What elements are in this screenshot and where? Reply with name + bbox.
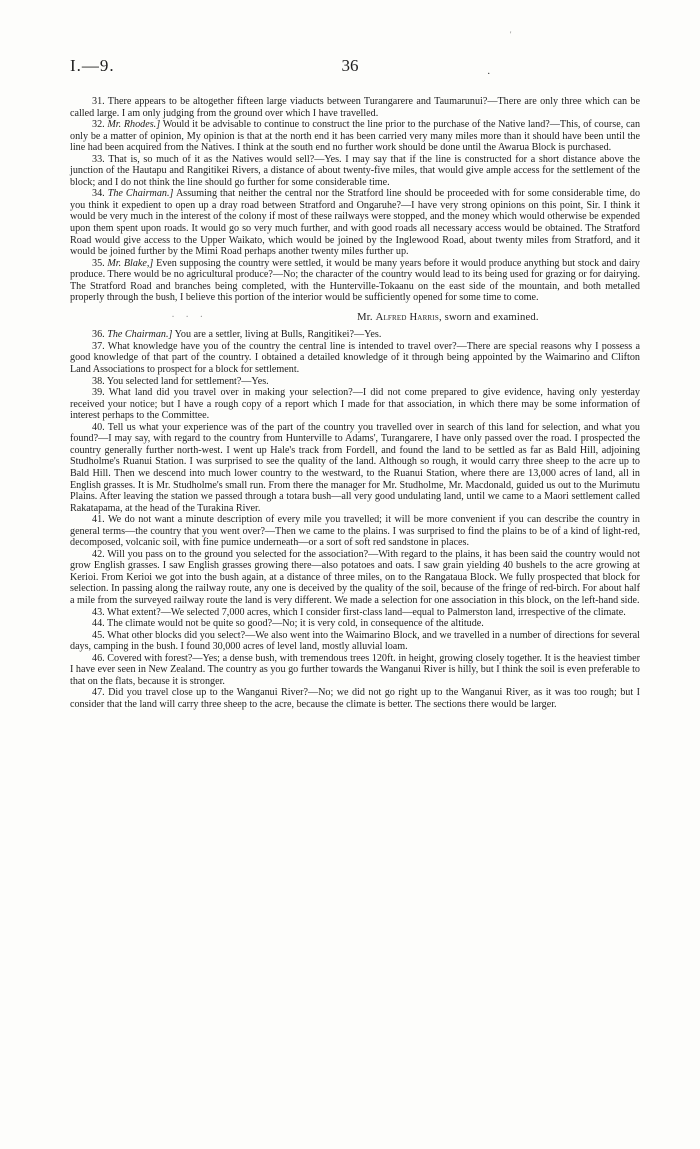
document-body — [70, 96, 640, 710]
question-number: 37. — [92, 340, 105, 352]
question-text: The climate would not be quite so good?—No; it is very cold, in consequence of the altitude. — [107, 618, 484, 630]
section-reference: I.—9. — [70, 56, 115, 75]
question-paragraph — [70, 653, 640, 688]
question-text: Assuming that neither the central nor the Stratford line should be proceeded with for some considerable time, do you think it expedient to open up a dray road between Stratford and Ongaruhe?—I have very strong opinions on this point, Sir. I think it would be very much in the interest of the colony if most of these railways were stopped, and the money which would otherwise be expended upon them spent upon roads. It would go so very much further, and with good roads all necessary access would be obtained. The Stratford Road would give access to the Upper Waikato, which would be joined by the Inglewood Road, about twenty miles from Stratford, and it would be joined further by the Mimi Road perhaps another twenty miles further up. — [70, 188, 641, 258]
question-number: 41. — [92, 514, 105, 526]
question-number: 40. — [92, 421, 105, 433]
question-paragraph — [70, 96, 640, 119]
question-paragraph — [70, 549, 640, 607]
question-paragraph — [70, 376, 640, 388]
witness-heading — [70, 312, 640, 324]
question-text: What knowledge have you of the country the central line is intended to travel over?—There are special reasons why I possess a good knowledge of that part of the country. I obtained a detailed knowledge of it through being appointed by the Waimarino and Clifton Land Associations to prospect for a block for settlement. — [70, 340, 640, 376]
question-text: Did you travel close up to the Wanganui River?—No; we did not go right up to the Wanganui River, as it was too rough; but I consider that the land will carry three sheep to the acre, because the climate is better. The sections there would be larger. — [70, 687, 641, 710]
question-paragraph — [70, 188, 640, 257]
speaker-name: The Chairman.] — [107, 188, 174, 200]
question-paragraph — [70, 630, 640, 653]
question-number: 47. — [92, 687, 105, 699]
heading-dots: · · · — [171, 311, 208, 323]
question-number: 44. — [92, 618, 105, 630]
question-number: 46. — [92, 652, 105, 664]
question-number: 38. — [92, 375, 105, 387]
question-text: That is, so much of it as the Natives would sell?—Yes. I may say that if the line is constructed for a short distance above the junction of the Hautapu and Rangitikei Rivers, a distance of about twenty-five miles, that would give ample access for the settlement of the block; and I do not think the line should go further for some considerable time. — [70, 153, 640, 188]
question-text: You selected land for settlement?—Yes. — [106, 375, 269, 387]
speaker-name: Mr. Blake,] — [107, 257, 154, 269]
question-paragraph — [70, 329, 640, 341]
questions-group-a — [70, 96, 640, 304]
question-paragraph — [70, 607, 640, 619]
question-text: Even supposing the country were settled, it would be many years before it would produce anything but stock and dairy produce. There would be no agricultural produce?—No; the character of the country would lead to its being used for grazing or for dairying. The Stratford Road and branches being completed, with the Hunterville-Tokaanu on the east side of the mountain, and both metalled properly through the bush, I believe this portion of the interior would be sufficiently opened for some time to come. — [70, 257, 640, 304]
page-number: 36 — [341, 56, 359, 75]
question-text: There appears to be altogether fifteen large viaducts between Turangarere and Taumarunui?—There are only three which can be called large. I am only judging from the ground over which I have travelled. — [70, 96, 640, 119]
question-text: What land did you travel over in making your selection?—I did not come prepared to give evidence, having only yesterday received your notice; but I have a rough copy of a report which I made for that association, in which there may be some information of interest perhaps to the Committee. — [70, 387, 640, 422]
witness-suffix: , sworn and examined. — [438, 311, 539, 323]
question-number: 43. — [92, 606, 105, 618]
question-number: 34. — [92, 188, 105, 200]
question-paragraph — [70, 618, 640, 630]
witness-prefix: Mr. — [357, 311, 373, 323]
page-header — [70, 56, 630, 80]
question-text: Would it be advisable to continue to construct the line prior to the purchase of the Native land?—This, of course, can only be a matter of opinion, My opinion is that at the north end it has been carried very many miles more than it should have been until the line had been acquired from the Natives. I think at the south end no further work should be done until the Awarua Block is purchased. — [70, 119, 641, 154]
question-paragraph — [70, 387, 640, 422]
question-paragraph — [70, 514, 640, 549]
question-number: 31. — [92, 96, 105, 107]
question-paragraph — [70, 687, 640, 710]
question-text: What extent?—We selected 7,000 acres, which I consider first-class land—equal to Palmerston land, irrespective of the climate. — [107, 606, 626, 618]
question-number: 42. — [92, 548, 105, 560]
header-mark: . — [487, 66, 490, 77]
question-number: 32. — [92, 119, 105, 131]
question-paragraph — [70, 258, 640, 304]
question-text: Covered with forest?—Yes; a dense bush, with tremendous trees 120ft. in height, growing closely together. It is the heaviest timber I have ever seen in New Zealand. The country as you go further towards the Wanganui River is hilly, but I think the soil is even preferable to that on the flats, because it is stronger. — [70, 652, 640, 687]
question-text: We do not want a minute description of every mile you travelled; it will be more convenient if you can describe the country in general terms—the country that you went over?—Then we came to the plains. I was surprised to find the plains to be of a kind of light-red, decomposed, volcanic soil, with fine pumice underneath—or a sort of soft red sandstone in places. — [70, 514, 640, 549]
speaker-name: The Chairman.] — [107, 329, 173, 341]
questions-group-b — [70, 329, 640, 710]
witness-name: Alfred Harris — [375, 311, 439, 323]
question-text: Will you pass on to the ground you selected for the association?—With regard to the plains, it has been said the country would not grow English grasses. I saw English grasses growing there—also potatoes and oats. I saw grain yielding 40 bushels to the acre growing at Kerioi. From Kerioi we got into the bush again, at a distance of three miles, on to the Rangataua Block. We fully prospected that block for selection. In passing along the railway route, any one is deceived by the quality of the soil, because of the fringe of red-birch. For about half a mile from the surveyed railway route the land is very different. We made a selection for one association in this block, on the left-hand side. — [70, 548, 640, 606]
corner-mark: ' — [510, 30, 512, 39]
question-text: Tell us what your experience was of the part of the country you travelled over in search of this land for selection, and what you found?—I may say, with regard to the country from Hunterville to Adams', Turangarere, I have only passed over the road. I prospected the country generally further north-west. I went up Hale's track from Fordell, and found the land to be settled as far as Bald Hill, adjoining Studholme's Ruanui Station. I was surprised to see the quality of the land. Although so rough, it would carry three sheep to the acre up to Bald Hill. Then we descend into much lower country to the westward, to the Ruanui Station, where there are 13,000 acres of land, all in English grasses. It is Mr. Studholme's small run. From there the manager for Mr. Studholme, Mr. Macdonald, guided us out to the Murimutu Plains. After leaving the station we passed through a totara bush—all very good undulating land, until we came to a Maori settlement called Rakatapama, at the head of the Turakina River. — [70, 421, 640, 514]
question-number: 33. — [92, 153, 105, 165]
question-number: 45. — [92, 629, 105, 641]
question-paragraph — [70, 422, 640, 514]
question-text: What other blocks did you select?—We also went into the Waimarino Block, and we travelled in a number of directions for several days, camping in the bush. I found 30,000 acres of level land, mostly alluvial loam. — [70, 629, 640, 653]
question-paragraph — [70, 341, 640, 376]
question-paragraph — [70, 119, 640, 154]
question-number: 35. — [92, 257, 105, 269]
question-text: You are a settler, living at Bulls, Rangitikei?—Yes. — [174, 329, 382, 341]
speaker-name: Mr. Rhodes.] — [107, 119, 161, 131]
question-paragraph — [70, 154, 640, 189]
question-number: 36. — [92, 329, 105, 341]
question-number: 39. — [92, 387, 105, 399]
